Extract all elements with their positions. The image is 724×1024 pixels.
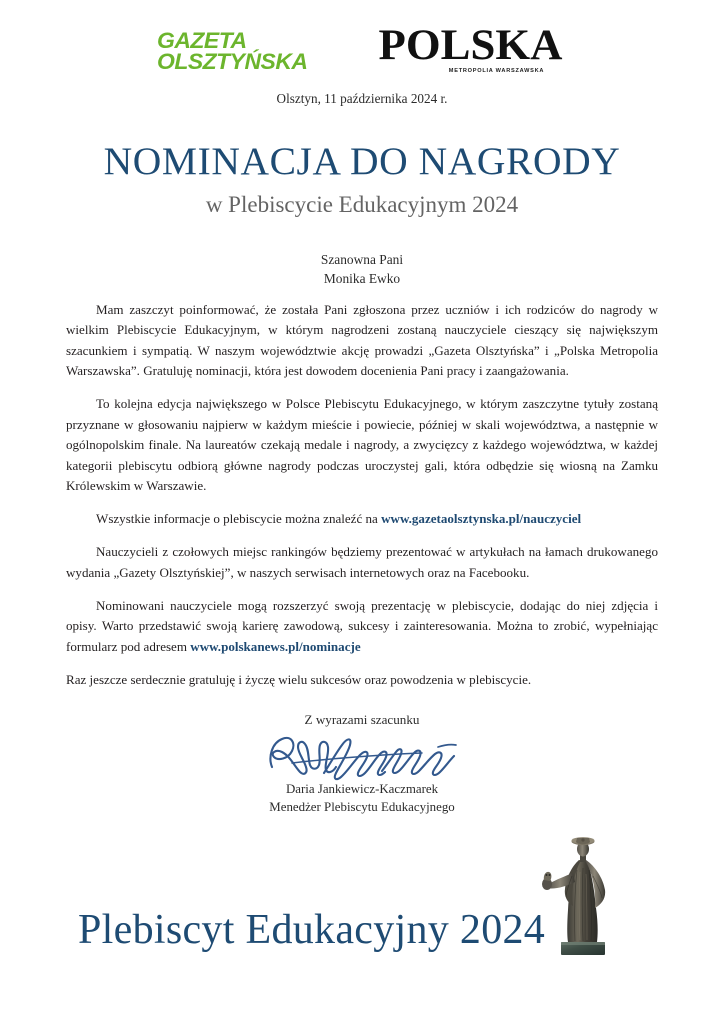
addressee-name: Monika Ewko [323,271,401,287]
gazeta-nauczyciel-link[interactable]: www.gazetaolsztynska.pl/nauczyciel [381,511,582,527]
footer-title: Plebiscyt Edukacyjny 2024 [78,907,546,953]
addressee-block [0,250,724,289]
body-paragraph-5 [66,596,658,657]
signature-name-block [0,780,724,817]
date-line: Olsztyn, 11 października 2024 r. [276,91,448,106]
body-paragraph-3-text: Wszystkie informacje o plebiscycie można znaleźć na [96,511,382,527]
signature-closing: Z wyrazami szacunku [304,712,420,727]
polska-logo-wordmark: POLSKA [378,22,563,69]
polskanews-nominacje-link[interactable]: www.polskanews.pl/nominacje [190,638,361,654]
handwritten-signature [0,727,724,787]
signature-ink [262,727,462,785]
gazeta-logo-line1: GAZETA [157,28,247,53]
page-title: NOMINACJA DO NAGRODY [103,139,621,183]
gazeta-logo-line2: OLSZTYŃSKA [157,48,308,74]
polska-logo-subtitle: METROPOLIA WARSZAWSKA [448,68,545,74]
header-logos [0,14,724,76]
addressee-salutation: Szanowna Pani [320,252,404,267]
body-paragraph-6: Raz jeszcze serdecznie gratuluję i życzę wielu sukcesów oraz powodzenia w plebiscycie. [66,671,532,687]
body-paragraph-5-text: Nominowani nauczyciele mogą rozszerzyć swoją prezentację w plebiscycie, dodając do niej zdjęcia i opisy. Warto przedstawić swoją karierę zawodową, sukcesy i zainteresowania. Można to zrobić, wypełniając formularz pod adresem [66,597,658,654]
body-paragraph-3 [66,509,658,529]
page-subtitle: w Plebiscycie Edukacyjnym 2024 [205,192,519,217]
body-paragraph-4: Nauczycieli z czołowych miejsc rankingów będziemy prezentować w artykułach na łamach drukowanego wydania „Gazety Olsztyńskiej”, w naszych serwisach internetowych oraz na Facebooku. [66,544,658,580]
letter-body [66,300,658,690]
body-paragraph-1: Mam zaszczyt poinformować, że została Pani zgłoszona przez uczniów i ich rodziców do nagrody w wielkim Plebiscycie Edukacyjnym, w którym nagrodzeni zostaną nauczyciele cieszący się największym szacunkiem i sympatią. W naszym województwie akcję prowadzi „Gazeta Olsztyńska” i „Polska Metropolia Warszawska”. Gratuluję nominacji, która jest dowodem docenienia Pani pracy i zaangażowania. [66,302,658,379]
polska-logo [368,24,573,74]
gazeta-olsztynska-logo [157,28,333,74]
signer-role: Menedżer Plebiscytu Edukacyjnego [269,800,455,815]
signer-name: Daria Jankiewicz-Kaczmarek [285,782,439,796]
body-paragraph-2: To kolejna edycja największego w Polsce Plebiscytu Edukacyjnego, w którym zaszczytne tytuły zostaną przyznane w głosowaniu najpierw w każdym mieście i powiecie, później w skali województwa, a następnie w ogólnopolskim finale. Na laureatów czekają medale i nagrody, a zwycięzcy z każdego województwa, w każdej kategorii plebiscytu odbiorą główne nagrody podczas uroczystej gali, która odbędzie się wiosną na Zamku Królewskim w Warszawie. [66,396,658,494]
